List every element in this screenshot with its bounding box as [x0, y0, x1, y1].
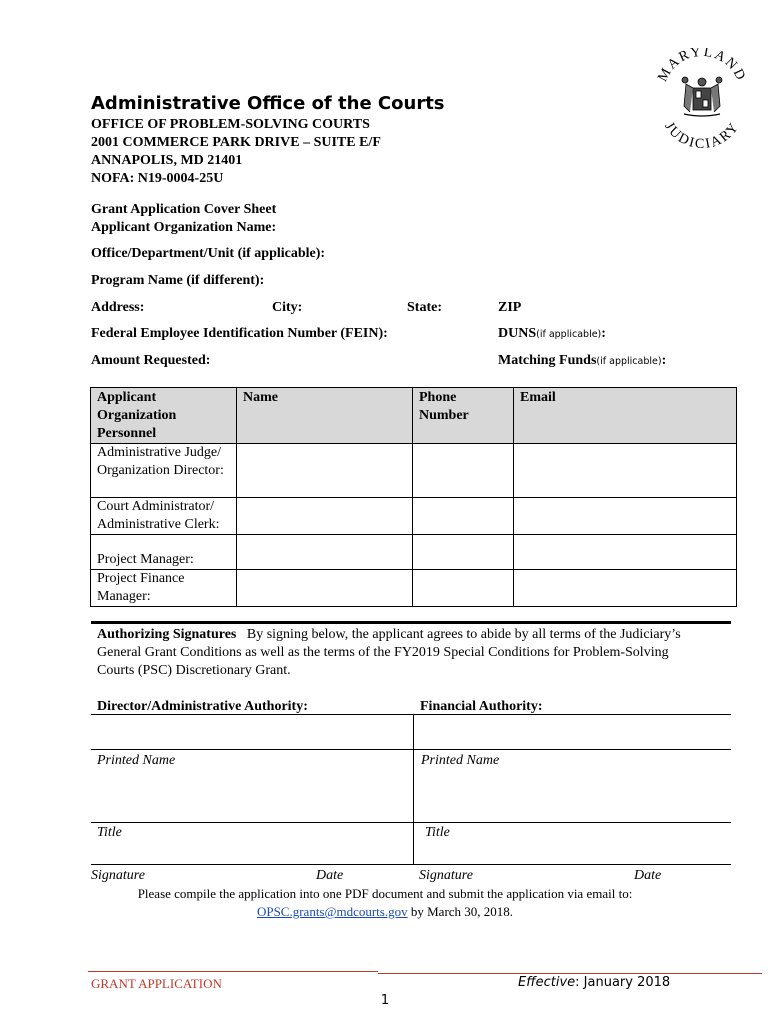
signature-grid-top	[91, 714, 731, 715]
director-date[interactable]: Date	[316, 868, 344, 883]
financial-label: Financial Authority:	[420, 699, 543, 714]
table-header-row	[91, 388, 737, 444]
svg-text:JUDICIARY: JUDICIARY	[661, 119, 743, 148]
footer-rule-left	[88, 971, 378, 972]
footer-grant-application: GRANT APPLICATION	[91, 976, 222, 991]
office-city: ANNAPOLIS, MD 21401	[91, 153, 243, 168]
submit-deadline-line	[100, 903, 670, 921]
matching-funds-field[interactable]: Matching Funds(if applicable):	[498, 353, 667, 368]
financial-signature[interactable]: Signature	[419, 868, 473, 883]
page-title: Administrative Office of the Courts	[91, 93, 445, 114]
phone-cell[interactable]	[413, 498, 514, 535]
row-label: Administrative Judge/ Organization Director:	[91, 444, 237, 498]
office-street: 2001 COMMERCE PARK DRIVE – SUITE E/F	[91, 135, 381, 150]
row-label: Court Administrator/ Administrative Clerk:	[91, 498, 237, 535]
nofa-number: NOFA: N19-0004-25U	[91, 171, 224, 186]
footer-effective-label: Effective	[518, 975, 576, 990]
name-cell[interactable]	[237, 498, 413, 535]
authorizing-body: By signing below, the applicant agrees to abide by all terms of the Judiciary’s General Grant Conditions as well as the terms of the FY2019 Special Conditions for Problem-Solving Courts (PSC) Discretionary Grant.	[97, 627, 681, 678]
name-cell[interactable]	[237, 570, 413, 607]
director-label: Director/Administrative Authority:	[97, 699, 308, 714]
name-cell[interactable]	[237, 444, 413, 498]
header-phone: Phone Number	[413, 388, 514, 444]
header-personnel: Applicant Organization Personnel	[91, 388, 237, 444]
signature-grid-bottom	[91, 864, 731, 865]
duns-label: DUNS	[498, 326, 537, 341]
authorizing-heading: Authorizing Signatures	[97, 627, 237, 642]
name-cell[interactable]	[237, 535, 413, 570]
signature-grid-line	[91, 749, 731, 750]
phone-cell[interactable]	[413, 535, 514, 570]
submit-instructions: Please compile the application into one PDF document and submit the application via email to:	[137, 886, 633, 901]
header-email: Email	[514, 388, 737, 444]
financial-date[interactable]: Date	[634, 868, 662, 883]
page-number: 1	[380, 993, 390, 1008]
director-signature[interactable]: Signature	[91, 868, 145, 883]
signature-grid-line	[91, 822, 731, 823]
org-name-field[interactable]: Applicant Organization Name:	[91, 220, 277, 235]
duns-note: (if applicable)	[536, 329, 602, 340]
footer-effective	[518, 975, 670, 991]
financial-title[interactable]: Title	[425, 825, 450, 840]
signature-grid-divider	[413, 714, 414, 864]
maryland-judiciary-seal	[652, 48, 752, 148]
state-field[interactable]: State:	[407, 300, 442, 315]
submit-deadline: by March 30, 2018.	[407, 904, 514, 919]
row-label: Project Manager:	[91, 535, 237, 570]
phone-cell[interactable]	[413, 570, 514, 607]
director-title[interactable]: Title	[97, 825, 122, 840]
submit-email-link[interactable]: OPSC.grants@mdcourts.gov	[256, 904, 408, 919]
office-name: OFFICE OF PROBLEM-SOLVING COURTS	[91, 117, 370, 132]
signature-section-rule	[91, 621, 731, 624]
table-row	[91, 444, 737, 498]
email-cell[interactable]	[514, 535, 737, 570]
matching-note: (if applicable)	[596, 356, 662, 367]
office-unit-field[interactable]: Office/Department/Unit (if applicable):	[91, 246, 326, 261]
fein-field[interactable]: Federal Employee Identification Number (FEIN):	[91, 326, 388, 341]
svg-text:MARYLAND: MARYLAND	[655, 48, 749, 85]
zip-field[interactable]: ZIP	[498, 300, 522, 315]
amount-requested-field[interactable]: Amount Requested:	[91, 353, 211, 368]
table-row	[91, 498, 737, 535]
city-field[interactable]: City:	[272, 300, 303, 315]
duns-field[interactable]: DUNS(if applicable):	[498, 326, 606, 341]
row-label: Project Finance Manager:	[91, 570, 237, 607]
director-printed-name[interactable]: Printed Name	[97, 753, 176, 768]
email-cell[interactable]	[514, 498, 737, 535]
financial-printed-name[interactable]: Printed Name	[421, 753, 500, 768]
authorizing-text	[97, 626, 697, 680]
footer-rule-right	[378, 973, 762, 974]
email-cell[interactable]	[514, 570, 737, 607]
cover-sheet-title: Grant Application Cover Sheet	[91, 202, 277, 217]
personnel-table	[90, 387, 737, 607]
address-field[interactable]: Address:	[91, 300, 145, 315]
matching-label: Matching Funds	[498, 353, 597, 368]
program-name-field[interactable]: Program Name (if different):	[91, 273, 265, 288]
phone-cell[interactable]	[413, 444, 514, 498]
email-cell[interactable]	[514, 444, 737, 498]
table-row	[91, 570, 737, 607]
table-row	[91, 535, 737, 570]
header-name: Name	[237, 388, 413, 444]
footer-effective-date: : January 2018	[575, 975, 671, 990]
